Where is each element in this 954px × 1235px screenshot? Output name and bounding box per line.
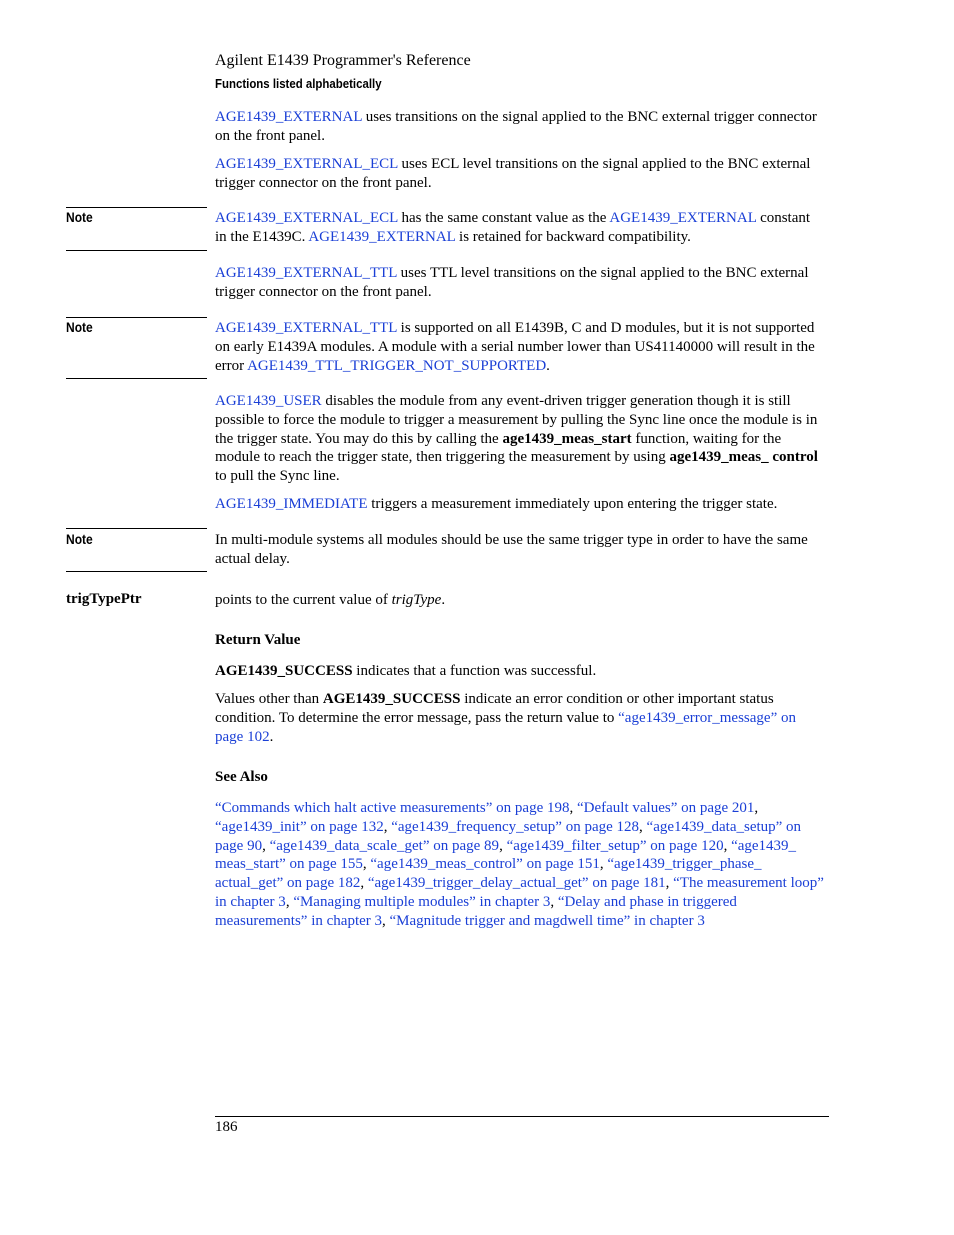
running-header-title: Agilent E1439 Programmer's Reference <box>215 52 471 69</box>
separator: , <box>639 818 647 835</box>
see-also-link[interactable]: “Delay and phase in triggered measurements” in chapter 3 <box>215 893 737 929</box>
see-also-link[interactable]: “age1439_frequency_setup” on page 128 <box>391 818 640 835</box>
paragraph-text: points to the current value of <box>215 592 392 608</box>
note-rule-bottom <box>66 378 207 379</box>
see-also-link[interactable]: “Magnitude trigger and magdwell time” in chapter 3 <box>389 912 705 929</box>
paragraph-text: uses TTL level transitions on the signal applied to the BNC external trigger connector on the front panel. <box>215 265 809 300</box>
return-success <box>215 662 825 681</box>
paragraph-text: to pull the Sync line. <box>215 468 340 485</box>
note-text: is retained for backward compatibility. <box>455 228 691 245</box>
separator: , <box>550 893 558 910</box>
link-age1439-immediate[interactable]: AGE1439_IMMEDIATE <box>215 496 368 512</box>
note-rule-bottom <box>66 250 207 251</box>
link-age1439-external-ecl[interactable]: AGE1439_EXTERNAL_ECL <box>215 156 398 172</box>
see-also-heading: See Also <box>215 769 268 785</box>
note-ttl-support <box>215 319 825 375</box>
link-age1439-external-ecl[interactable]: AGE1439_EXTERNAL_ECL <box>215 210 398 226</box>
link-age1439-user[interactable]: AGE1439_USER <box>215 393 322 409</box>
paragraph-text: function, waiting for the module to reach the trigger state, then triggering the measurement by using <box>215 430 782 466</box>
separator: , <box>360 875 368 892</box>
function-name: age1439_meas_start <box>502 430 632 447</box>
note-multi-module: In multi-module systems all modules should be use the same trigger type in order to have the same actual delay. <box>215 532 808 567</box>
note-text: constant in the E1439C. <box>215 210 811 245</box>
footer-rule <box>215 1116 829 1117</box>
separator: , <box>754 800 759 816</box>
see-also-list <box>215 799 825 931</box>
separator: , <box>499 837 507 854</box>
link-age1439-external[interactable]: AGE1439_EXTERNAL <box>609 210 757 226</box>
parameter-name: trigTypePtr <box>66 591 142 607</box>
see-also-link[interactable]: “age1439_filter_setup” on page 120 <box>506 837 724 854</box>
separator: , <box>599 856 608 873</box>
paragraph-text: indicate an error condition or other important status condition. To determine the error message, pass the return value to <box>215 691 774 726</box>
parameter-italic: trigType <box>391 592 442 608</box>
see-also-link[interactable]: “age1439_data_scale_get” on page 89 <box>269 837 500 854</box>
see-also-link[interactable]: “Default values” on page 201 <box>576 800 755 816</box>
return-value-heading: Return Value <box>215 632 301 648</box>
paragraph-text: disables the module from any event-driven trigger generation though it is still possible to force the module to trigger a measurement by pulling the Sync line once the module is in the trigger state. You may do this by calling the <box>215 393 818 447</box>
return-other <box>215 690 825 746</box>
see-also-link[interactable]: “age1439_meas_control” on page 151 <box>370 856 600 873</box>
link-age1439-external-ttl[interactable]: AGE1439_EXTERNAL_TTL <box>215 320 397 336</box>
paragraph-text: uses ECL level transitions on the signal applied to the BNC external trigger connector on the front panel. <box>215 156 811 191</box>
see-also-link[interactable]: “age1439_trigger_delay_actual_get” on page 181 <box>367 875 666 892</box>
paragraph-text: indicates that a function was successful. <box>352 663 597 679</box>
link-age1439-external-ttl[interactable]: AGE1439_EXTERNAL_TTL <box>215 265 397 281</box>
link-age1439-ttl-trigger-not-supported[interactable]: AGE1439_TTL_TRIGGER_NOT_SUPPORTED <box>247 357 547 374</box>
paragraph-user <box>215 392 825 486</box>
note-rule-bottom <box>66 571 207 572</box>
separator: , <box>382 912 390 929</box>
see-also-link[interactable]: “age1439_init” on page 132 <box>215 818 384 835</box>
note-text: is supported on all E1439B, C and D modules, but it is not supported on early E1439A modules. A module with a serial number lower than US41140000 will result in the error <box>215 320 815 374</box>
note-rule-top <box>66 528 207 529</box>
paragraph-text: . <box>269 728 274 745</box>
page-number: 186 <box>215 1119 238 1135</box>
see-also-link[interactable]: “The measurement loop” in chapter 3 <box>215 875 824 910</box>
paragraph-text: triggers a measurement immediately upon entering the trigger state. <box>367 496 778 512</box>
separator: , <box>285 893 294 910</box>
note-text: has the same constant value as the <box>397 210 610 226</box>
constant-name: AGE1439_SUCCESS <box>322 691 461 707</box>
note-text: . <box>546 357 550 374</box>
see-also-link[interactable]: “age1439_ meas_start” on page 155 <box>215 837 797 873</box>
paragraph-external-ecl <box>215 155 825 193</box>
separator: , <box>383 818 392 835</box>
separator: , <box>723 837 732 854</box>
note-label: Note <box>66 319 93 335</box>
separator: , <box>362 856 371 873</box>
link-error-message[interactable]: “age1439_error_message” on page 102 <box>215 709 796 745</box>
function-name: age1439_meas_ control <box>669 449 818 466</box>
paragraph-text: Values other than <box>215 691 323 707</box>
running-header-subtitle: Functions listed alphabetically <box>215 76 382 91</box>
note-label: Note <box>66 531 93 547</box>
note-rule-top <box>66 317 207 318</box>
see-also-link[interactable]: “age1439_trigger_phase_ actual_get” on page 182 <box>215 856 762 892</box>
note-label: Note <box>66 209 93 225</box>
paragraph-external <box>215 108 825 146</box>
paragraph-external-ttl <box>215 264 825 302</box>
separator: , <box>262 837 270 854</box>
note-ecl-compat <box>215 209 825 247</box>
paragraph-text: . <box>441 592 446 608</box>
constant-name: AGE1439_SUCCESS <box>215 663 353 679</box>
see-also-link[interactable]: “age1439_data_setup” on page 90 <box>215 818 802 854</box>
paragraph-text: uses transitions on the signal applied to the BNC external trigger connector on the front panel. <box>215 109 817 144</box>
paragraph-immediate <box>215 495 825 514</box>
see-also-link[interactable]: “Commands which halt active measurements” on page 198 <box>215 800 570 816</box>
see-also-link[interactable]: “Managing multiple modules” in chapter 3 <box>293 893 551 910</box>
separator: , <box>569 800 577 816</box>
link-age1439-external[interactable]: AGE1439_EXTERNAL <box>215 109 362 125</box>
link-age1439-external[interactable]: AGE1439_EXTERNAL <box>308 228 456 245</box>
separator: , <box>665 875 674 892</box>
parameter-description <box>215 591 825 610</box>
note-rule-top <box>66 207 207 208</box>
